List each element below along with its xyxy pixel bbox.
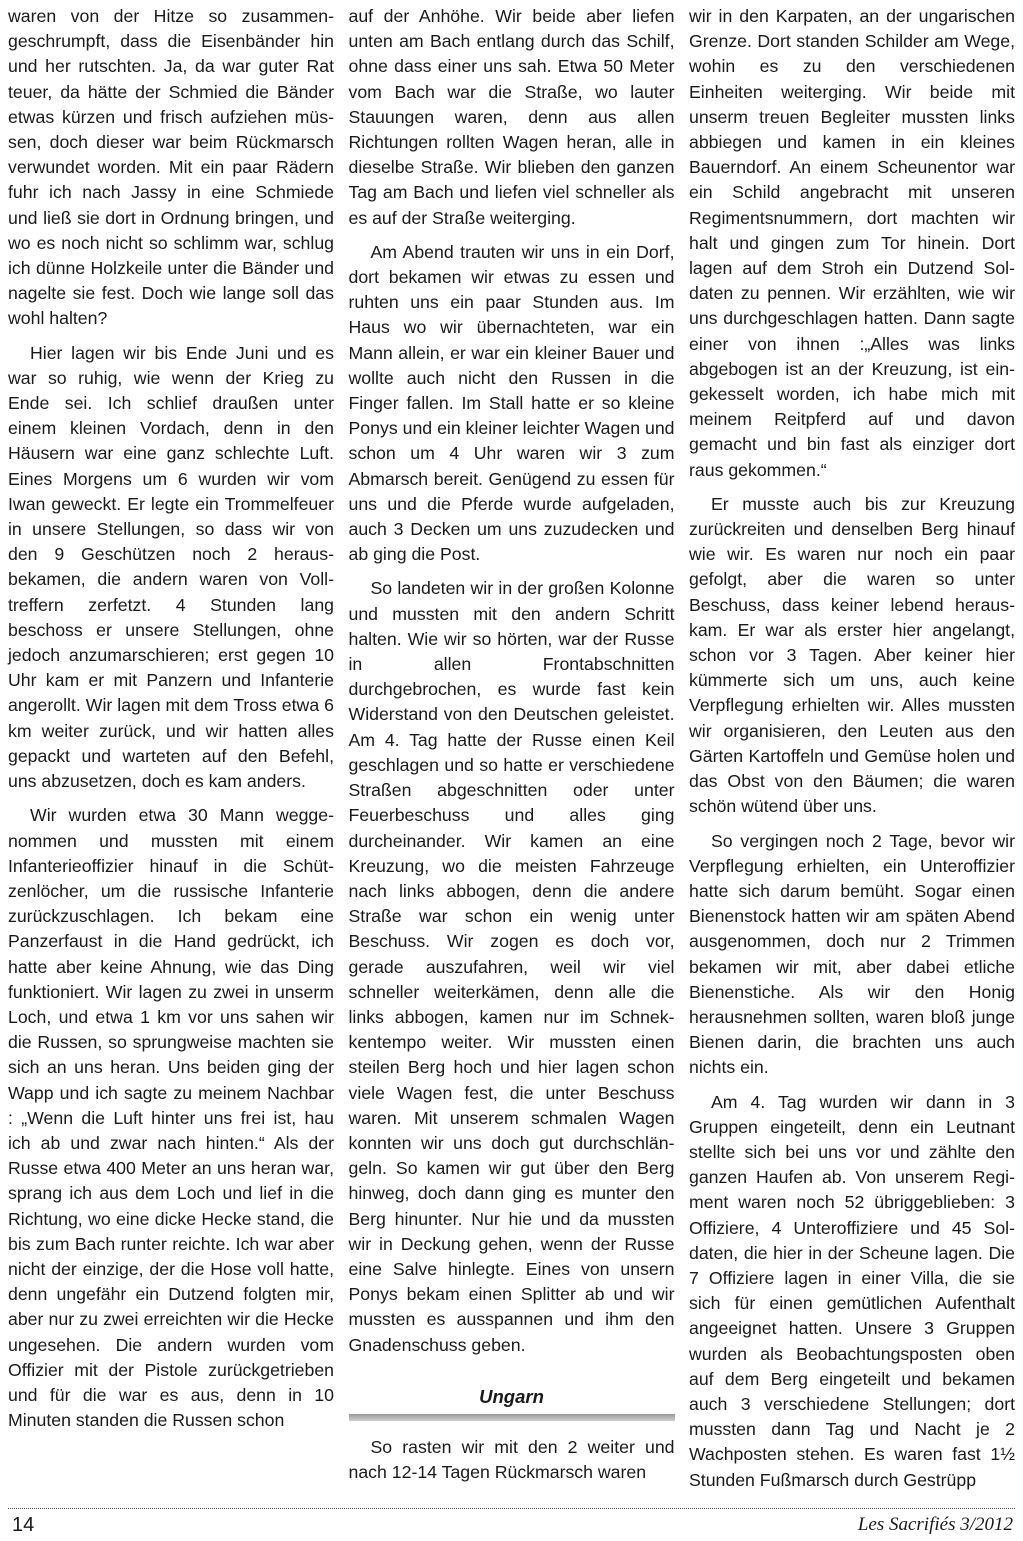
paragraph: auf der Anhöhe. Wir beide aber liefen unten am Bach entlang durch das Schilf, ohne dass einer uns sah. Etwa 50 Meter vom Bach war die Straße, wo lauter Stauungen waren, denn aus allen Richtungen rollten Wagen heran, alle in dieselbe Straße. Wir blieben den ganzen Tag am Bach und liefen viel schneller als es auf der Straße weiterging. xyxy=(348,6,675,228)
article-columns xyxy=(8,4,1015,1490)
page-number: 14 xyxy=(12,1514,35,1536)
section-heading: Ungarn xyxy=(479,1385,544,1407)
journal-citation: Les Sacrifiés 3/2012 xyxy=(857,1514,1013,1535)
column-1 xyxy=(8,4,334,1474)
column-2 xyxy=(348,4,675,1483)
paragraph: wir in den Karpaten, an der ungarischen Grenze. Dort standen Schilder am Wege, wohin es zu den verschiedenen Einheiten weiterging. Wir beide mit unserm treuen Begleiter mussten links abbiegen und kamen in ein kleines Bauerndorf. An einem Scheunentor war ein Schild angebracht mit unseren Regimentsnummern, dort machten wir halt und gingen zum Tor hinein. Dort lagen auf dem Stroh ein Dutzend Soldaten zu pennen. Wir erzählten, wie wir uns durchgeschlagen hatten. Dann sagte einer von ihnen :„Alles was links abgebogen ist an der Kreuzung, ist eingekesselt worden, ich habe mich mit meinem Reitpferd auf und davon gemacht und bin fast als einziger dort raus gekommen.“ xyxy=(689,6,1015,480)
paragraph: Hier lagen wir bis Ende Juni und es war so ruhig, wie wenn der Krieg zu Ende sei. Ich schlief draußen unter einem kleinen Vordach, denn in den Häusern war eine ganz schlechte Luft. Eines Morgens um 6 wurden wir vom Iwan geweckt. Er legte ein Trommelfeuer in unsere Stellungen, so dass wir von den 9 Geschützen noch 2 herausbekamen, die andern waren von Volltreffern zerfetzt. 4 Stunden lang beschoss er unsere Stellungen, ohne jedoch anzumarschieren; erst gegen 10 Uhr kam er mit Panzern und Infanterie angerollt. Wir lagen mit dem Tross etwa 6 km weiter zurück, und wir hatten alles gepackt und warteten auf den Befehl, uns abzusetzen, doch es kam anders. xyxy=(8,342,334,792)
paragraph: Am Abend trauten wir uns in ein Dorf, dort bekamen wir etwas zu essen und ruhten uns ein paar Stunden aus. Im Haus wo wir übernachteten, war ein Mann allein, er war ein kleiner Bauer und wollte auch nicht den Russen in die Finger fallen. Im Stall hatte er so kleine Ponys und ein kleiner leichter Wagen und schon um 4 Uhr waren wir 3 zum Abmarsch bereit. Genügend zu essen für uns und die Pferde wurde aufgeladen, auch 3 Decken um uns zuzudecken und ab ging die Post. xyxy=(348,241,675,565)
paragraph: Er musste auch bis zur Kreuzung zurückreiten und denselben Berg hinauf wie wir. Es waren nur noch ein paar gefolgt, aber die waren so unter Beschuss, dass keiner lebend herauskam. Er war als erster hier angelangt, schon vor 3 Tagen. Aber keiner hier kümmerte sich um uns, auch keine Verpflegung erhielten wir. Alles mussten wir organisieren, den Leuten aus den Gärten Kartoffeln und Gemüse holen und das Obst von den Bäumen; die waren schön wütend über uns. xyxy=(689,493,1015,817)
heading-rule xyxy=(349,1414,675,1421)
paragraph: Am 4. Tag wurden wir dann in 3 Gruppen eingeteilt, denn ein Leutnant stellte sich bei uns vor und zählte den ganzen Haufen ab. Von unserem Regiment waren noch 52 übriggeblieben: 3 Offiziere, 4 Unteroffiziere und 45 Soldaten, die hier in der Scheune lagen. Die 7 Offiziere lagen in einer Villa, die sie sich für einen gemütlichen Aufenthalt angeeignet hatten. Unsere 3 Gruppen wurden als Beobachtungsposten oben auf dem Berg eingeteilt und bekamen auch 3 verschiedene Stellungen; dort mussten dann Tag und Nacht je 2 Wachposten stehen. Es waren fast 1½ Stunden Fußmarsch durch Gestrüpp xyxy=(689,1091,1015,1490)
paragraph: waren von der Hitze so zusammengeschrumpft, dass die Eisenbänder hin und her rutschten. Ja, da war guter Rat teuer, da hätte der Schmied die Bänder etwas kürzen und frisch aufziehen müssen, doch dieser war beim Rückmarsch verwundet worden. Mit ein paar Rädern fuhr ich nach Jassy in eine Schmiede und ließ sie dort in Ordnung bringen, und wo es noch nicht so schlimm war, schlug ich dünne Holzkeile unter die Bänder und nagelte sie fest. Doch wie lange soll das wohl halten? xyxy=(8,6,334,329)
column-3 xyxy=(689,4,1015,1490)
section-heading-block xyxy=(349,1384,675,1421)
paragraph: Wir wurden etwa 30 Mann weggenommen und mussten mit einem Infanterieoffizier hinauf in die Schützenlöcher, um die russische Infanterie zurückzuschlagen. Ich bekam eine Panzerfaust in die Hand gedrückt, ich hatte aber keine Ahnung, wie das Ding funktioniert. Wir lagen zu zwei in unserm Loch, und etwa 1 km vor uns sahen wir die Russen, so sprungweise machten sie sich an uns heran. Uns beiden ging der Wapp und ich sagte zu meinem Nachbar : „Wenn die Luft hinter uns frei ist, hau ich ab und zwar nach hinten.“ Als der Russe etwa 400 Meter an uns heran war, sprang ich aus dem Loch und lief in die Richtung, wo eine dicke Hecke stand, die bis zum Bach runter reichte. Ich war aber nicht der einzige, der die Hose voll hatte, denn ungefähr ein Dutzend folgten mir, aber nur zu zwei erreichten wir die Hecke ungesehen. Die andern wurden vom Offizier mit der Pistole zurückgetrieben und für die war es aus, denn in 10 Minuten standen die Russen schon xyxy=(8,805,334,1431)
paragraph: So landeten wir in der großen Kolonne und mussten mit den andern Schritt halten. Wie wir so hörten, war der Russe in allen Frontabschnitten durchgebrochen, es wurde fast kein Widerstand von den Deutschen geleistet. Am 4. Tag hatte der Russe einen Keil geschlagen und so hatte er verschiedene Straßen abgeschnitten oder unter Feuerbeschuss und alles ging durcheinander. Wir kamen an eine Kreuzung, wo die meisten Fahrzeuge nach links abbogen, denn die andere Straße war schon ein wenig unter Beschuss. Wir zogen es doch vor, gerade auszufahren, weil wir viel schneller weiterkämen, denn alle die links abbogen, kamen nur im Schnekkentempo weiter. Wir mussten einen steilen Berg hoch und hier lagen schon viele Wagen fest, die unter Beschuss waren. Mit unserem schmalen Wagen konnten wir uns doch gut durchschlängeln. So kamen wir gut über den Berg hinweg, doch dann ging es munter den Berg hinunter. Nur hie und da mussten wir in Deckung gehen, wenn der Russe eine Salve hinlegte. Eines von unsern Ponys bekam einen Splitter ab und wir mussten es ausspannen und ihm den Gnadenschuss geben. xyxy=(348,578,675,1355)
footer-divider xyxy=(8,1508,1015,1509)
paragraph: So rasten wir mit den 2 weiter und nach 12-14 Tagen Rückmarsch waren xyxy=(348,1436,675,1483)
paragraph: So vergingen noch 2 Tage, bevor wir Verpflegung erhielten, ein Unteroffizier hatte sich darum bemüht. Sogar einen Bienenstock hatten wir am späten Abend ausgenommen, doch nur 2 Trimmen bekamen wir mit, aber dabei etliche Bienenstiche. Als wir den Honig herausnehmen sollten, waren bloß junge Bienen darin, die brachten uns auch nichts ein. xyxy=(689,830,1015,1078)
